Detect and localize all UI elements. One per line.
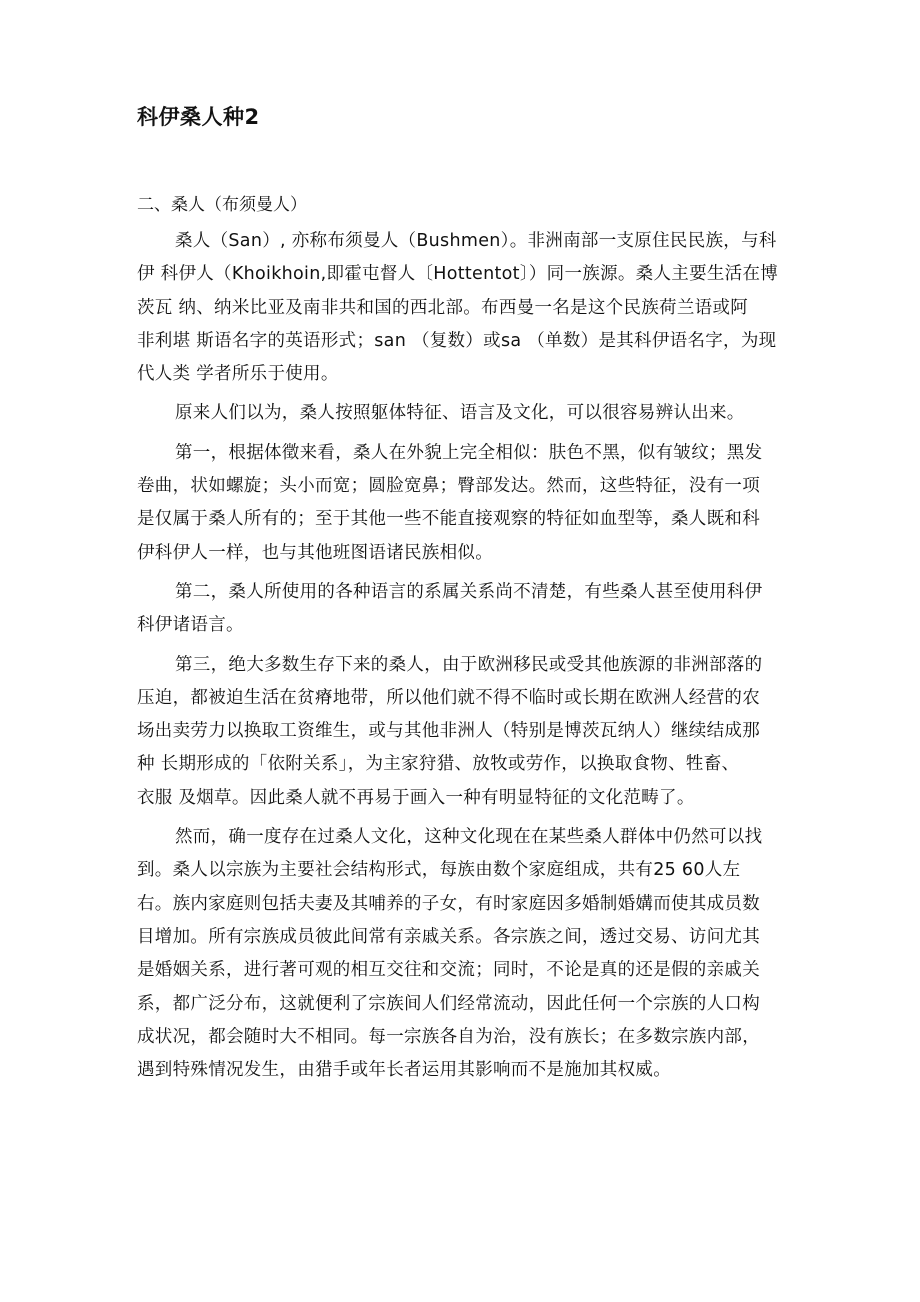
text-line: 代人类 学者所乐于使用。 <box>137 364 339 385</box>
paragraph-culture <box>137 821 789 1087</box>
paragraph-belief <box>137 397 789 430</box>
text-line: 场出卖劳力以换取工资维生，或与其他非洲人（特别是博茨瓦纳人）继续结成那 <box>137 721 760 742</box>
text-line: 成状况，都会随时大不相同。每一宗族各自为治，没有族长；在多数宗族内部， <box>137 1026 760 1047</box>
text-line: 目增加。所有宗族成员彼此间常有亲戚关系。各宗族之间，透过交易、访问尤其 <box>137 926 760 947</box>
text-line: 种 长期形成的「依附关系」，为主家狩猎、放牧或劳作，以换取食物、牲畜、 <box>137 754 740 775</box>
text-line: 第一，根据体徵来看，桑人在外貌上完全相似：肤色不黑，似有皱纹；黑发 <box>175 442 763 463</box>
text-line: 是婚姻关系，进行著可观的相互交往和交流；同时，不论是真的还是假的亲戚关 <box>137 960 760 981</box>
text-line: 遇到特殊情况发生，由猎手或年长者运用其影响而不是施加其权威。 <box>137 1060 671 1081</box>
paragraph-intro <box>137 225 789 391</box>
text-line: 然而，确一度存在过桑人文化，这种文化现在在某些桑人群体中仍然可以找 <box>175 827 763 848</box>
text-line: 右。族内家庭则包括夫妻及其哺养的子女，有时家庭因多婚制婚媾而使其成员数 <box>137 893 760 914</box>
paragraph-third <box>137 649 789 815</box>
paragraph-first <box>137 437 789 570</box>
document-title: 科伊桑人种2 <box>137 105 260 129</box>
text-line: 伊 科伊人（Khoikhoin,即霍屯督人〔Hottentot〕）同一族源。桑人主要生活在博 <box>137 264 779 285</box>
text-line: 压迫，都被迫生活在贫瘠地带，所以他们就不得不临时或长期在欧洲人经营的农 <box>137 687 760 708</box>
text-line: 茨瓦 纳、纳米比亚及南非共和国的西北部。布西曼一名是这个民族荷兰语或阿 <box>137 297 749 318</box>
document-body <box>137 225 789 1087</box>
text-line: 非利堪 斯语名字的英语形式；san （复数）或sa （单数）是其科伊语名字，为现 <box>137 330 777 351</box>
text-line: 科伊诸语言。 <box>137 615 244 636</box>
text-line: 到。桑人以宗族为主要社会结构形式，每族由数个家庭组成，共有25 60人左 <box>137 860 741 881</box>
section-heading: 二、桑人（布须曼人） <box>137 195 307 215</box>
text-line: 衣服 及烟草。因此桑人就不再易于画入一种有明显特征的文化范畴了。 <box>137 787 695 808</box>
text-line: 桑人（San）, 亦称布须曼人（Bushmen）。非洲南部一支原住民民族，与科 <box>175 231 777 251</box>
text-line: 伊科伊人一样，也与其他班图语诸民族相似。 <box>137 542 493 563</box>
text-line: 第二，桑人所使用的各种语言的系属关系尚不清楚，有些桑人甚至使用科伊 <box>175 581 763 602</box>
text-line: 原来人们以为，桑人按照躯体特征、语言及文化，可以很容易辨认出来。 <box>175 403 745 424</box>
paragraph-second <box>137 576 789 643</box>
text-line: 第三，绝大多数生存下来的桑人，由于欧洲移民或受其他族源的非洲部落的 <box>175 654 763 675</box>
text-line: 系，都广泛分布，这就便利了宗族间人们经常流动，因此任何一个宗族的人口构 <box>137 993 760 1014</box>
text-line: 是仅属于桑人所有的；至于其他一些不能直接观察的特征如血型等，桑人既和科 <box>137 509 760 530</box>
text-line: 卷曲，状如螺旋；头小而宽；圆脸宽鼻；臀部发达。然而，这些特征，没有一项 <box>137 476 760 497</box>
